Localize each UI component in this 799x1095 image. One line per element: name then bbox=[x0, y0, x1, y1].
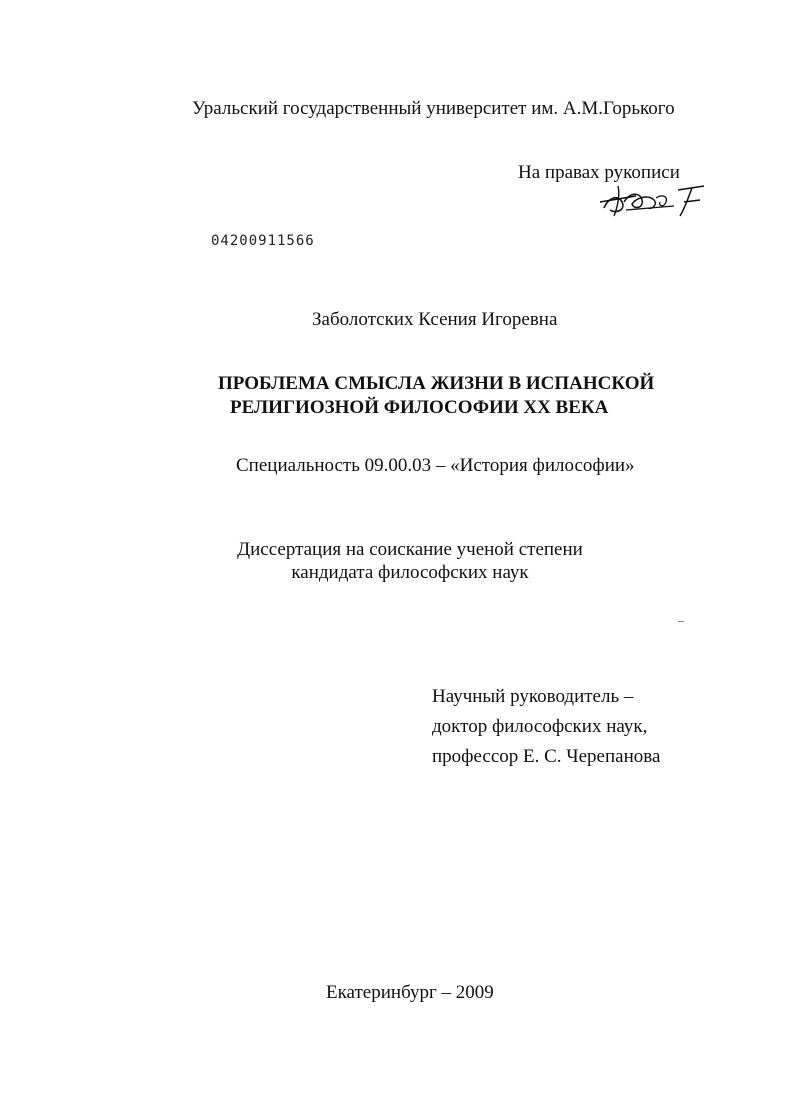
university-name: Уральский государственный университет им. А.М.Горького bbox=[192, 98, 675, 119]
handwritten-signature bbox=[596, 180, 726, 224]
speciality: Специальность 09.00.03 – «История философии» bbox=[236, 455, 635, 476]
degree-line-2: кандидата философских наук bbox=[291, 562, 529, 583]
title-line-1: ПРОБЛЕМА СМЫСЛА ЖИЗНИ В ИСПАНСКОЙ bbox=[218, 373, 655, 394]
title-line-2: РЕЛИГИОЗНОЙ ФИЛОСОФИИ XX ВЕКА bbox=[230, 397, 609, 418]
dissertation-degree bbox=[200, 538, 620, 584]
dissertation-title bbox=[200, 372, 660, 420]
scan-speck bbox=[678, 621, 684, 622]
supervisor-line-1: Научный руководитель – bbox=[432, 686, 634, 707]
city-year: Екатеринбург – 2009 bbox=[326, 982, 494, 1003]
manuscript-rights-note: На правах рукописи bbox=[518, 162, 680, 183]
degree-line-1: Диссертация на соискание ученой степени bbox=[237, 539, 583, 560]
supervisor-line-3: профессор Е. С. Черепанова bbox=[432, 746, 661, 767]
supervisor-line-2: доктор философских наук, bbox=[432, 716, 648, 737]
scientific-supervisor bbox=[432, 682, 660, 772]
registration-code: 04200911566 bbox=[211, 233, 315, 249]
author-name: Заболотских Ксения Игоревна bbox=[312, 309, 558, 330]
